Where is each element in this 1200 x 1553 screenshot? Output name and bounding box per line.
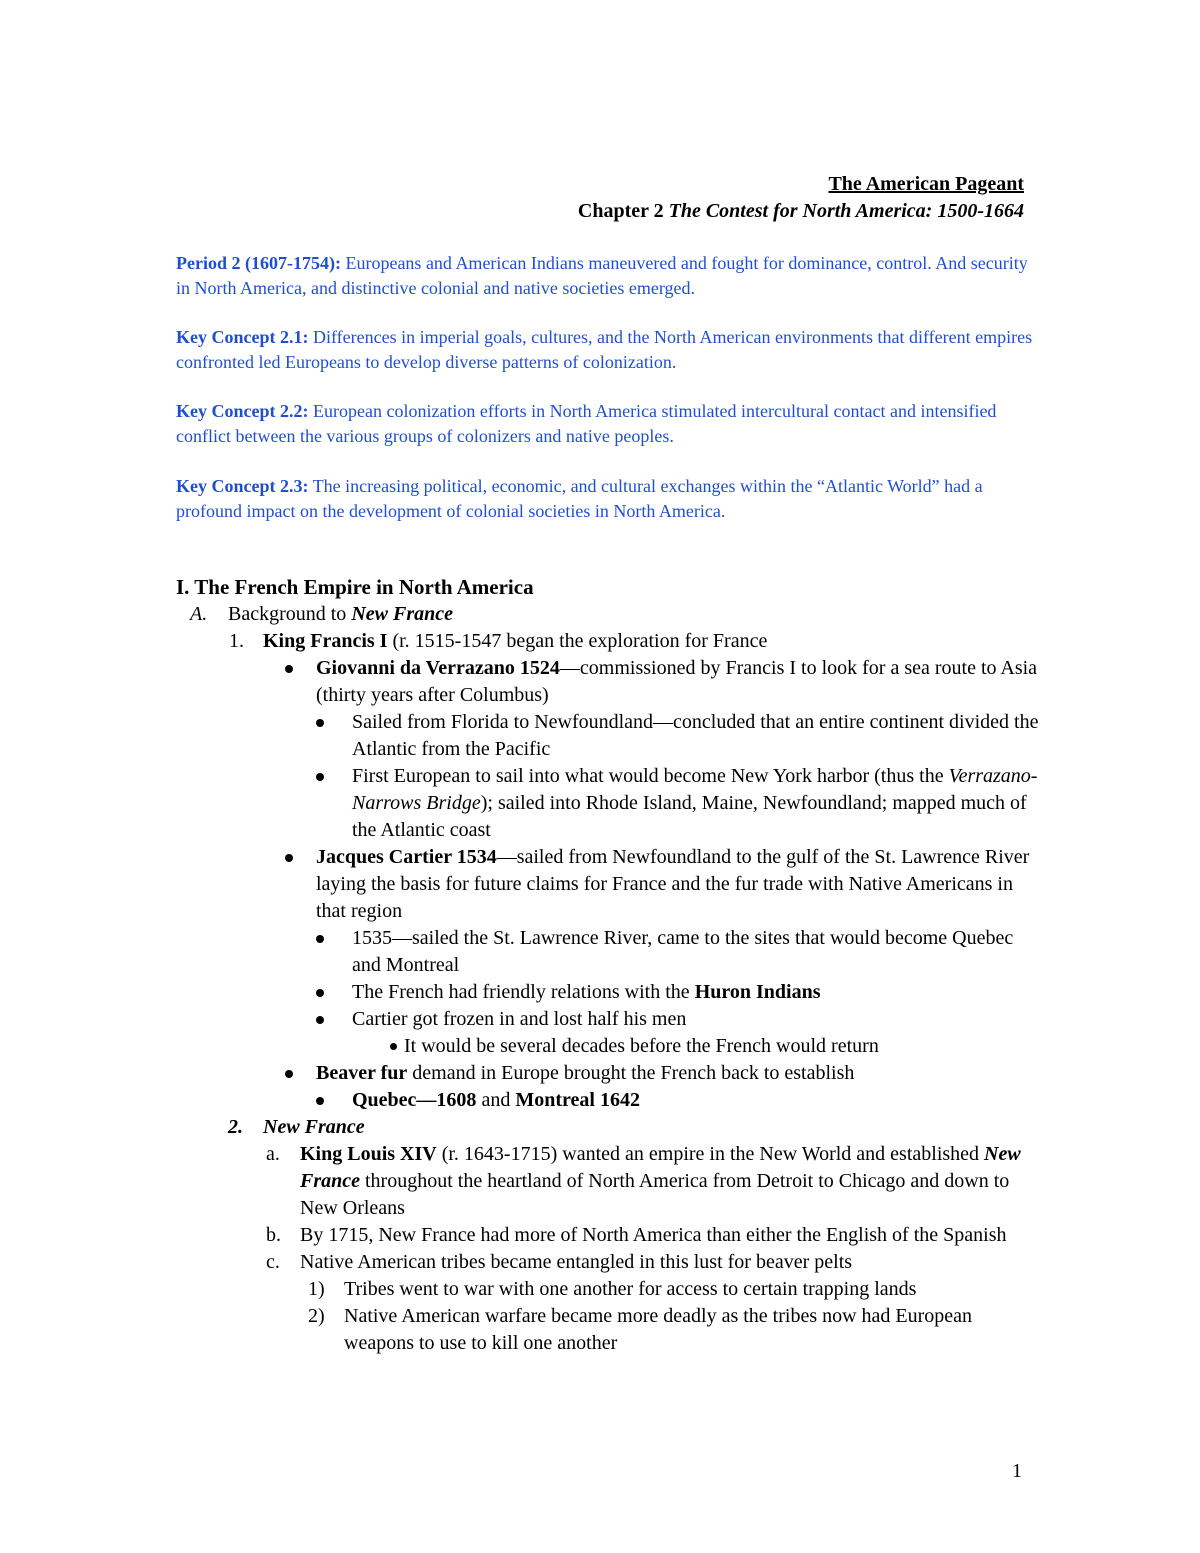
bullet-icon bbox=[285, 854, 293, 862]
bullet-icon bbox=[316, 935, 324, 943]
outline-item-2: 2. New France bbox=[228, 1116, 365, 1138]
document-header bbox=[578, 171, 1024, 225]
outline-item-c1: 1) Tribes went to war with one another for access to certain trapping lands bbox=[308, 1278, 917, 1300]
list-item-cartier-sub: The French had friendly relations with the Huron Indians bbox=[176, 979, 1046, 1006]
book-title: The American Pageant bbox=[828, 173, 1024, 195]
outline-item-b: b. By 1715, New France had more of North America than either the English of the Spanish bbox=[266, 1224, 1007, 1246]
key-concept-2-2: Key Concept 2.2: European colonization efforts in North America stimulated intercultural contact and intensified conflict between the various groups of colonizers and native peoples. bbox=[176, 401, 997, 446]
chapter-title: Chapter 2 The Contest for North America: 1500-1664 bbox=[577, 200, 1024, 222]
key-concept-2-1: Key Concept 2.1: Differences in imperial goals, cultures, and the North American environments that different empires confronted led Europeans to develop diverse patterns of colonization. bbox=[176, 327, 1033, 372]
bullet-icon bbox=[390, 1043, 397, 1050]
outline-item-a: A. Background to New France bbox=[190, 603, 453, 625]
section-heading: I. The French Empire in North America bbox=[176, 575, 534, 599]
outline-item-1: 1. King Francis I (r. 1515-1547 began the exploration for France bbox=[229, 630, 768, 652]
list-item-beaver: Beaver fur demand in Europe brought the French back to establish bbox=[176, 1060, 1046, 1087]
bullet-icon bbox=[316, 1016, 324, 1024]
list-item-verrazano-sub: Sailed from Florida to Newfoundland—concluded that an entire continent divided the Atlantic from the Pacific bbox=[176, 709, 1046, 763]
list-item-verrazano: Giovanni da Verrazano 1524—commissioned by Francis I to look for a sea route to Asia (thirty years after Columbus) bbox=[176, 655, 1046, 709]
list-item-cartier-subsub: It would be several decades before the French would return bbox=[176, 1033, 1046, 1060]
list-item-verrazano-sub: First European to sail into what would become New York harbor (thus the Verrazano-Narrows Bridge); sailed into Rhode Island, Maine, Newfoundland; mapped much of the Atlantic coast bbox=[176, 763, 1046, 844]
bullet-icon bbox=[316, 1097, 324, 1105]
outline-item-c: c. Native American tribes became entangled in this lust for beaver pelts bbox=[266, 1251, 853, 1273]
key-concept-2-3: Key Concept 2.3: The increasing political, economic, and cultural exchanges within the “Atlantic World” had a profound impact on the development of colonial societies in North America. bbox=[176, 476, 983, 521]
period-statement: Period 2 (1607-1754): Europeans and American Indians maneuvered and fought for dominance, control. And security in North America, and distinctive colonial and native societies emerged. bbox=[176, 253, 1028, 298]
outline bbox=[176, 574, 1046, 1357]
page-number: 1 bbox=[1012, 1460, 1022, 1482]
bullet-icon bbox=[285, 665, 293, 673]
list-item-cartier-sub: 1535—sailed the St. Lawrence River, came to the sites that would become Quebec and Montreal bbox=[176, 925, 1046, 979]
list-item-cartier: Jacques Cartier 1534—sailed from Newfoundland to the gulf of the St. Lawrence River laying the basis for future claims for France and the fur trade with Native Americans in that region bbox=[176, 844, 1046, 925]
bullet-icon bbox=[316, 773, 324, 781]
bullet-icon bbox=[316, 719, 324, 727]
bullet-icon bbox=[316, 989, 324, 997]
list-item-beaver-sub: Quebec—1608 and Montreal 1642 bbox=[176, 1087, 1046, 1114]
outline-item-c2: 2) Native American warfare became more deadly as the tribes now had European weapons to use to kill one another bbox=[308, 1305, 973, 1354]
list-item-cartier-sub: Cartier got frozen in and lost half his men bbox=[176, 1006, 1046, 1033]
bullet-icon bbox=[285, 1070, 293, 1078]
outline-item-a-louis: a. King Louis XIV (r. 1643-1715) wanted an empire in the New World and established New France throughout the heartland of North America from Detroit to Chicago and down to New Orleans bbox=[266, 1143, 1021, 1219]
